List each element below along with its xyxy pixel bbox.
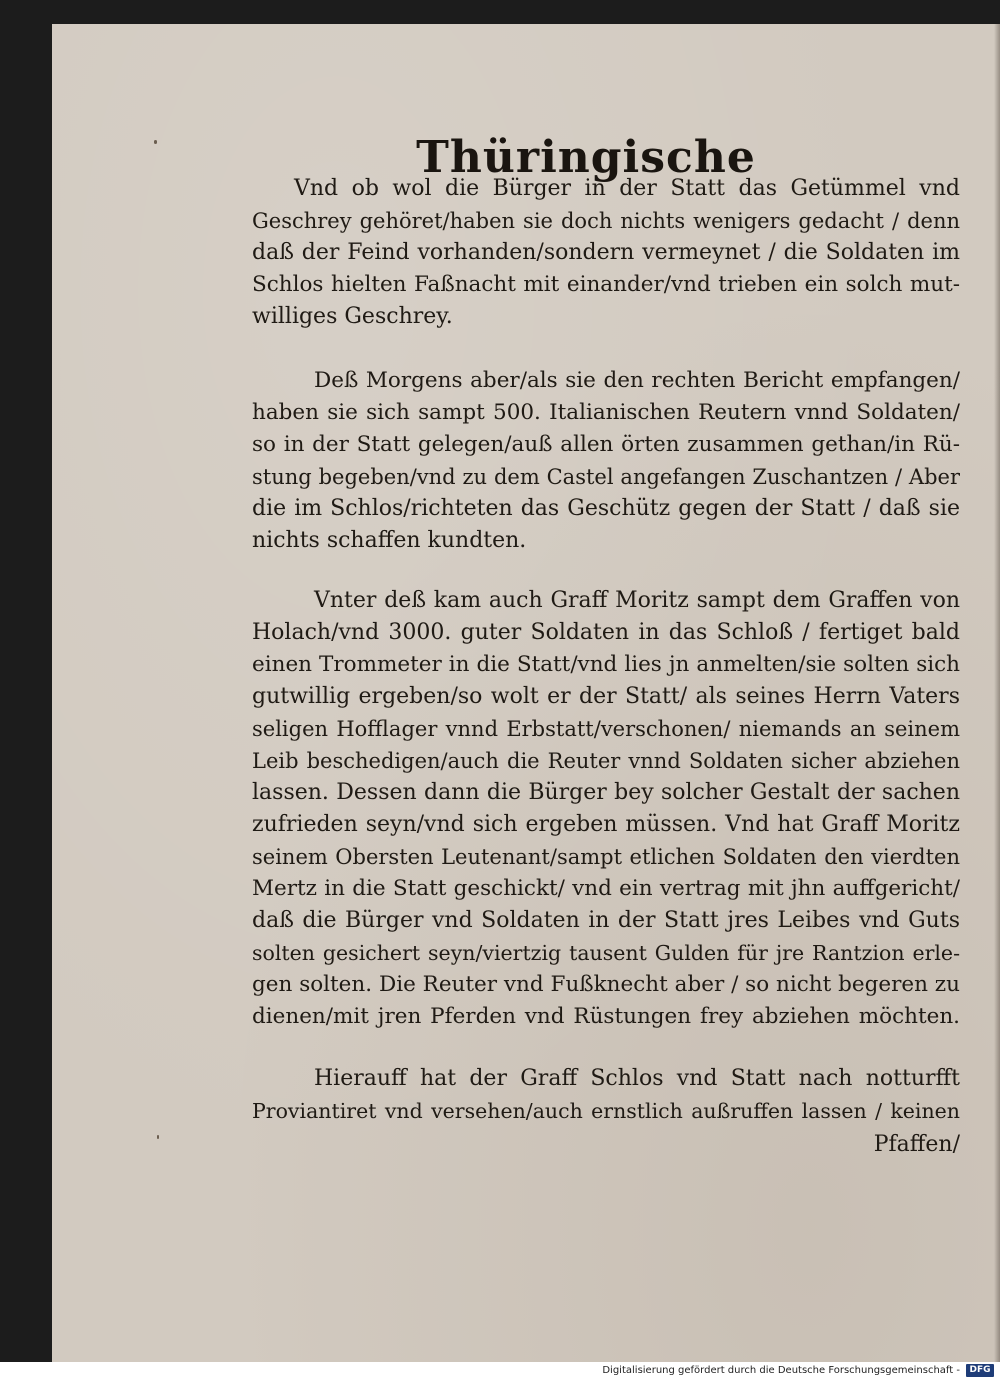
text-line: einen Trommeter in die Statt/vnd lies jn anmelten/sie solten sich <box>252 652 960 677</box>
text-line: Proviantiret vnd versehen/auch ernstlich außruffen lassen / keinen <box>252 1099 960 1123</box>
page-heading: Thüringische <box>416 132 756 183</box>
text-line: Vnter deß kam auch Graff Moritz sampt dem Graffen von <box>314 588 960 613</box>
text-line: daß die Bürger vnd Soldaten in der Statt jres Leibes vnd Guts <box>252 908 960 933</box>
text-line: williges Geschrey. <box>252 304 453 329</box>
catchword: Pfaffen/ <box>873 1132 960 1157</box>
text-line: Schlos hielten Faßnacht mit einander/vnd trieben ein solch mut- <box>252 272 960 297</box>
text-line: stung begeben/vnd zu dem Castel angefangen Zuschantzen / Aber <box>252 465 960 489</box>
text-line: Leib beschedigen/auch die Reuter vnnd Soldaten sicher abziehen <box>252 749 960 773</box>
text-line: Mertz in die Statt geschickt/ vnd ein vertrag mit jhn auffgericht/ <box>252 876 960 901</box>
text-line: zufrieden seyn/vnd sich ergeben müssen. Vnd hat Graff Moritz <box>252 812 960 837</box>
ink-speck <box>157 1135 159 1139</box>
text-line: lassen. Dessen dann die Bürger bey solcher Gestalt der sachen <box>252 780 960 805</box>
funding-notice: Digitalisierung gefördert durch die Deutsche Forschungsgemeinschaft - <box>602 1365 960 1376</box>
text-line: Geschrey gehöret/haben sie doch nichts wenigers gedacht / denn <box>252 209 960 233</box>
text-line: Deß Morgens aber/als sie den rechten Bericht empfangen/ <box>314 368 960 393</box>
dfg-logo: DFG <box>966 1364 994 1377</box>
text-line: dienen/mit jren Pferden vnd Rüstungen frey abziehen möchten. <box>252 1004 960 1029</box>
text-line: daß der Feind vorhanden/sondern vermeynet / die Soldaten im <box>252 240 960 265</box>
text-line: Vnd ob wol die Bürger in der Statt das Getümmel vnd <box>294 176 960 201</box>
footer-bar <box>0 1362 1000 1380</box>
book-page <box>52 24 1000 1362</box>
text-line: nichts schaffen kundten. <box>252 528 527 553</box>
text-line: seinem Obersten Leutenant/sampt etlichen Soldaten den vierdten <box>252 845 960 869</box>
text-line: die im Schlos/richteten das Geschütz gegen der Statt / daß sie <box>252 496 960 521</box>
text-line: gutwillig ergeben/so wolt er der Statt/ als seines Herrn Vaters <box>252 684 960 709</box>
text-line: haben sie sich sampt 500. Italianischen Reutern vnnd Soldaten/ <box>252 400 960 425</box>
text-line: Holach/vnd 3000. guter Soldaten in das Schloß / fertiget bald <box>252 620 960 645</box>
text-line: seligen Hofflager vnnd Erbstatt/verschonen/ niemands an seinem <box>252 717 960 741</box>
text-line: so in der Statt gelegen/auß allen örten zusammen gethan/in Rü- <box>252 432 960 457</box>
text-line: Hierauff hat der Graff Schlos vnd Statt nach notturfft <box>314 1066 960 1091</box>
text-line: gen solten. Die Reuter vnd Fußknecht aber / so nicht begeren zu <box>252 972 960 997</box>
page-edge-shadow <box>994 24 1000 1362</box>
text-line: solten gesichert seyn/viertzig tausent Gulden für jre Rantzion erle- <box>252 941 960 965</box>
